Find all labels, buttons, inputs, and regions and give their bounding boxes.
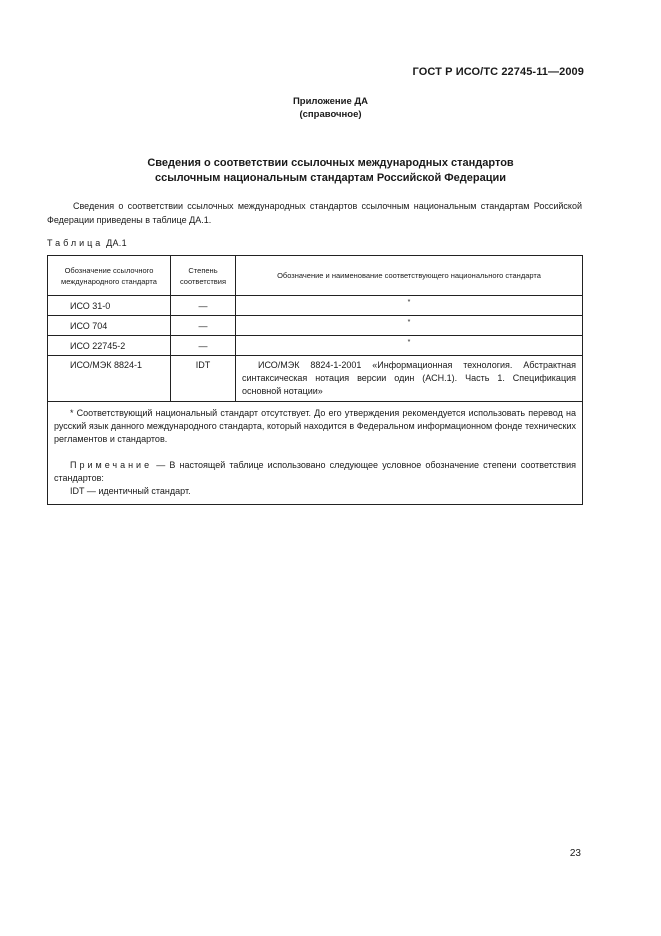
cell-national: * <box>236 336 583 356</box>
appendix-title: Приложение ДА <box>292 96 369 107</box>
document-code: ГОСТ Р ИСО/ТС 22745-11—2009 <box>412 66 584 78</box>
table-caption <box>47 238 127 248</box>
cell-degree: — <box>171 316 236 336</box>
table-notes-cell <box>48 402 583 505</box>
table-notes-row <box>48 402 583 505</box>
header-national-standard: Обозначение и наименование соответствующего национального стандарта <box>236 256 583 296</box>
header-degree: Степень соответствия <box>171 256 236 296</box>
table-header-row <box>48 256 583 296</box>
note-label: Примечание <box>70 460 153 470</box>
intro-paragraph: Сведения о соответствии ссылочных международных стандартов ссылочным национальным стандартам Российской Федерации приведены в таблице ДА.1. <box>47 201 582 225</box>
cell-code: ИСО 31-0 <box>48 296 171 316</box>
section-heading-line-1: Сведения о соответствии ссылочных международных стандартов <box>147 157 514 169</box>
cell-code: ИСО 22745-2 <box>48 336 171 356</box>
cell-national: * <box>236 296 583 316</box>
table-caption-number: ДА.1 <box>106 238 127 248</box>
cell-degree: IDT <box>171 356 236 402</box>
cell-degree: — <box>171 336 236 356</box>
cell-code: ИСО/МЭК 8824-1 <box>48 356 171 402</box>
table-note <box>54 459 576 485</box>
table-row <box>48 356 583 402</box>
table-footnote: * Соответствующий национальный стандарт отсутствует. До его утверждения рекомендуется использовать перевод на русский язык данного международного стандарта, который находится в Федеральном информационном фонде технических регламентов и стандартов. <box>54 408 576 444</box>
page-number: 23 <box>569 848 581 859</box>
table-caption-word: Таблица <box>47 238 104 248</box>
appendix-subtitle: (справочное) <box>299 109 362 120</box>
cell-degree: — <box>171 296 236 316</box>
table-row <box>48 316 583 336</box>
note-idt: IDT — идентичный стандарт. <box>70 486 191 496</box>
table-row <box>48 336 583 356</box>
table-row <box>48 296 583 316</box>
correspondence-table <box>47 255 583 505</box>
cell-code: ИСО 704 <box>48 316 171 336</box>
cell-national: ИСО/МЭК 8824-1-2001 «Информационная технология. Абстрактная синтаксическая нотация версии один (АСН.1). Часть 1. Спецификация основной нотации» <box>236 356 583 402</box>
section-heading-line-2: ссылочным национальным стандартам Российской Федерации <box>154 172 507 184</box>
note-text: — В настоящей таблице использовано следующее условное обозначение степени соответствия стандартов: <box>54 460 576 483</box>
header-international-standard: Обозначение ссылочного международного стандарта <box>48 256 171 296</box>
cell-national: * <box>236 316 583 336</box>
